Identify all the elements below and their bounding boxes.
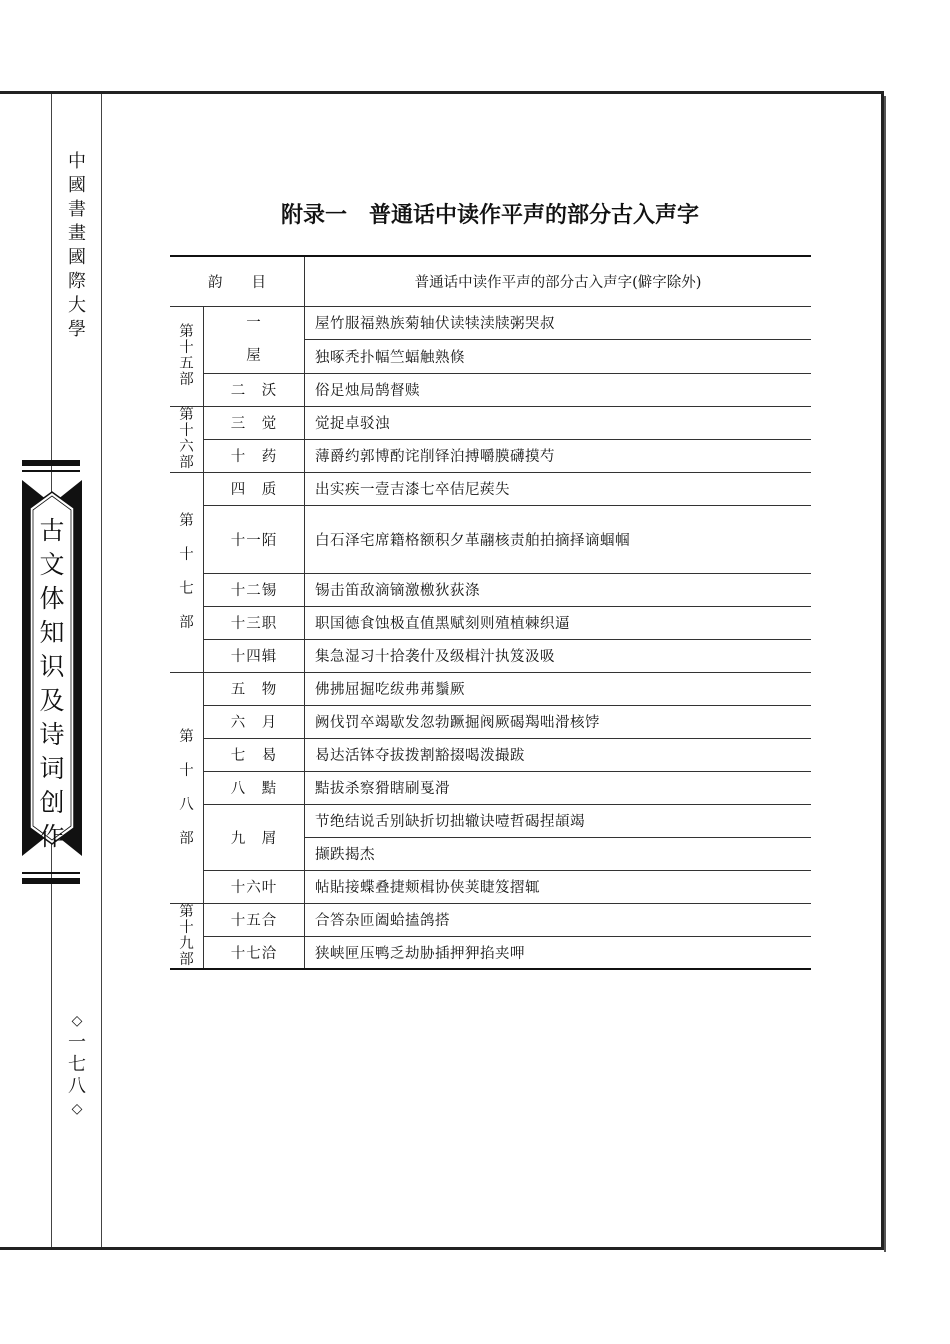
- section-cell: [170, 406, 204, 472]
- table-row: [170, 306, 811, 340]
- chars-cell: 锡击笛敌滴镝激檄狄荻涤: [305, 573, 812, 606]
- page-title: 附录一 普通话中读作平声的部分古入声字: [280, 203, 699, 228]
- header-chars: 普通话中读作平声的部分古入声字(僻字除外): [305, 256, 812, 306]
- series-title-char: 國: [68, 247, 86, 268]
- rhyme-label: 十五合: [230, 913, 278, 929]
- chars-cell: 黠拔杀察猾瞎刷戛滑: [305, 771, 812, 804]
- table-row: [170, 672, 811, 705]
- diamond-icon: ◇: [71, 1013, 83, 1029]
- table-row: [170, 870, 811, 903]
- section-char: 第: [179, 728, 194, 745]
- section-char: 八: [179, 796, 194, 813]
- frame-top-border: [0, 91, 884, 94]
- table-row: [170, 705, 811, 738]
- section-char: 第: [179, 903, 194, 920]
- book-title-char: 知: [39, 618, 65, 647]
- rhyme-cell: [204, 804, 305, 870]
- chars-cell: 佛拂屈掘吃绂弗茀鬚厥: [305, 672, 812, 705]
- chars-cell: 薄爵约郭博酌诧削铎泊搏嚼膜礴摸芍: [305, 439, 812, 472]
- page-number-char: 八: [68, 1076, 86, 1097]
- book-title-char: 古: [39, 516, 65, 545]
- section-char: 部: [179, 455, 194, 471]
- book-title-char: 创: [39, 788, 65, 817]
- section-char: 十: [179, 423, 194, 439]
- section-char: 部: [179, 615, 194, 631]
- rhyme-label: 一: [246, 314, 262, 331]
- section-char: 十: [179, 340, 194, 356]
- rhyme-label: 十六叶: [230, 880, 278, 896]
- header-rhyme: 韵 目: [170, 256, 305, 306]
- table-row: [170, 639, 811, 672]
- rhyme-label: 十二锡: [230, 583, 278, 599]
- table-header-row: [170, 256, 811, 306]
- rhyme-cell: [204, 705, 305, 738]
- chars-cell: 独啄秃扑幅竺蝠触熟倏: [305, 340, 812, 374]
- table-row: [170, 472, 811, 505]
- rhyme-label: 九 屑: [230, 830, 278, 847]
- table-row: [170, 903, 811, 936]
- rhyme-cell: [204, 573, 305, 606]
- table-row: [170, 406, 811, 439]
- series-title: [60, 150, 94, 342]
- section-char: 九: [179, 935, 194, 952]
- book-title-char: 诗: [39, 720, 65, 749]
- series-title-char: 際: [68, 271, 86, 292]
- banner-top-bar-thin: [22, 470, 80, 472]
- chars-cell: 狭峡匣压鸭乏劫胁插押狎掐夹呷: [305, 936, 812, 969]
- book-title-char: 及: [39, 686, 65, 715]
- page-number: [62, 1010, 92, 1120]
- section-char: 部: [179, 830, 194, 847]
- book-title-char: 词: [39, 754, 65, 783]
- table-row: [170, 573, 811, 606]
- rhyme-cell: [204, 406, 305, 439]
- rhyme-label: 五 物: [230, 682, 278, 698]
- rhyme-label: 十三职: [230, 616, 278, 632]
- section-char: 第: [179, 324, 194, 340]
- page-number-char: 一: [68, 1032, 86, 1053]
- rhyme-label: 三 觉: [230, 416, 278, 432]
- rhyme-label: 十 药: [230, 449, 278, 465]
- table-row: [170, 771, 811, 804]
- section-char: 六: [179, 439, 194, 455]
- rhyme-cell: [204, 439, 305, 472]
- rhyme-cell: [204, 672, 305, 705]
- section-char: 第: [179, 407, 194, 423]
- chars-cell: 合答杂匝阖蛤搕鸽搭: [305, 903, 812, 936]
- section-char: 十: [179, 919, 194, 936]
- diamond-icon: ◇: [71, 1101, 83, 1117]
- table-row: [170, 373, 811, 406]
- rhyme-label: 六 月: [230, 715, 278, 731]
- chars-cell: 节绝结说舌别缺折切拙辙诀噎哲碣捏頡竭: [305, 804, 812, 837]
- section-cell: [170, 903, 204, 969]
- rhyme-label: 七 曷: [230, 748, 278, 764]
- sidebar-rule-right: [101, 94, 102, 1247]
- rhyme-cell: [204, 373, 305, 406]
- series-title-char: 書: [68, 199, 86, 220]
- section-char: 七: [179, 581, 194, 597]
- rhyme-label: 十一陌: [230, 532, 278, 549]
- chars-cell: 屋竹服福熟族菊轴伏读犊渎牍粥哭叔: [305, 306, 812, 340]
- chars-cell: 曷达活钵夺拔拨割豁掇喝泼撮跋: [305, 738, 812, 771]
- rhyme-cell: [204, 472, 305, 505]
- page-number-digits: [62, 1032, 92, 1098]
- rhyme-cell: [204, 771, 305, 804]
- book-title-banner: [20, 478, 84, 858]
- book-title-char: 识: [39, 652, 65, 681]
- rhyme-label: 八 黠: [230, 781, 278, 797]
- section-char: 五: [179, 356, 194, 372]
- frame-bottom-border: [0, 1247, 884, 1250]
- banner-top-bar: [22, 460, 80, 466]
- table-row: [170, 606, 811, 639]
- series-title-char: 畫: [68, 223, 86, 244]
- rhyme-label: 屋: [246, 347, 262, 364]
- rhyme-cell: [204, 903, 305, 936]
- rhyme-label: 十四辑: [230, 649, 278, 665]
- rhyme-cell: [204, 606, 305, 639]
- chars-cell: 职国德食蚀极直值黑赋刻则殖植棘织逼: [305, 606, 812, 639]
- frame-shadow: [884, 96, 886, 1252]
- section-char: 十: [179, 762, 194, 779]
- section-cell: [170, 472, 204, 672]
- series-title-char: 大: [68, 295, 86, 316]
- banner-bottom-bar-thin: [22, 872, 80, 874]
- chars-cell: 觉捉卓驳浊: [305, 406, 812, 439]
- section-char: 第: [179, 513, 194, 529]
- series-title-char: 學: [68, 319, 86, 340]
- rhyme-cell: [204, 306, 305, 373]
- book-title-char: 文: [39, 550, 65, 579]
- section-char: 部: [179, 372, 194, 388]
- chars-cell: 帖貼接蝶叠捷颊楫协侠荚睫笈摺辄: [305, 870, 812, 903]
- chars-cell: 撷跌揭杰: [305, 837, 812, 870]
- chars-cell: 集急湿习十拾袭什及级楫汁执笈汲吸: [305, 639, 812, 672]
- book-title: [20, 514, 84, 854]
- series-title-char: 國: [68, 175, 86, 196]
- section-cell: [170, 672, 204, 903]
- table-row: [170, 505, 811, 573]
- rhyme-label: 十七洽: [230, 945, 278, 962]
- book-title-char: 作: [39, 822, 65, 851]
- table-row: [170, 804, 811, 837]
- chars-cell: 出实疾一壹吉漆七卒佶尼蒺失: [305, 472, 812, 505]
- rhyme-cell: [204, 505, 305, 573]
- rhyme-table: [170, 255, 811, 970]
- banner-bottom-bar: [22, 878, 80, 884]
- series-title-char: 中: [68, 151, 86, 172]
- section-char: 部: [179, 951, 194, 968]
- section-char: 十: [179, 547, 194, 563]
- chars-cell: 阙伐罚卒竭歇发忽勃蹶掘阀厥碣羯咄滑核饽: [305, 705, 812, 738]
- rhyme-cell: [204, 639, 305, 672]
- book-title-char: 体: [39, 584, 65, 613]
- section-cell: [170, 306, 204, 406]
- chars-cell: 白石泽宅席籍格额积夕革翮核责舶拍摘择谪蝈帼: [305, 505, 812, 573]
- rhyme-cell: [204, 738, 305, 771]
- chars-cell: 俗足烛局鹄督赎: [305, 373, 812, 406]
- rhyme-cell: [204, 870, 305, 903]
- rhyme-label: 二 沃: [230, 383, 278, 399]
- table-row: [170, 738, 811, 771]
- rhyme-cell: [204, 936, 305, 969]
- page-number-char: 七: [68, 1054, 86, 1075]
- rhyme-label: 四 质: [230, 482, 278, 498]
- table-row: [170, 936, 811, 969]
- table-row: [170, 439, 811, 472]
